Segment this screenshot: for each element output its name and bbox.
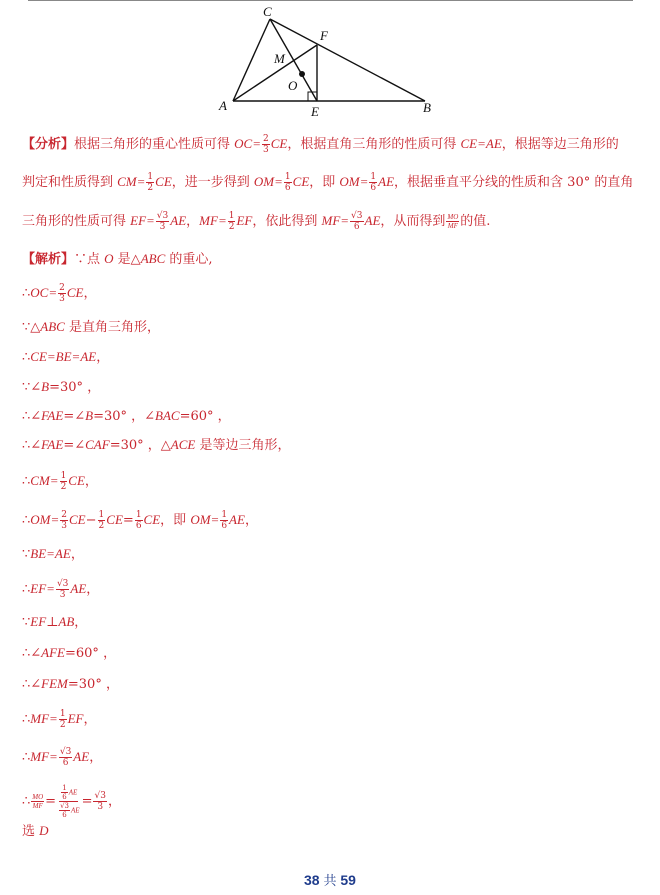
- analysis-line-2: 判定和性质得到 CM= $\frac{1}{2}$ CE，进一步得到 OM= $\frac{1}{6}$ CE，即 OM= $\frac{1}{6}$ AE，根据垂直平分线的性质和含 30° 的直角: [22, 172, 634, 193]
- solution-line-10: ∵BE=AE，: [22, 546, 84, 562]
- top-rule: [28, 0, 633, 1]
- label-O: O: [288, 78, 298, 93]
- fraction: $\frac{1}{2}$: [98, 510, 105, 531]
- fraction: $\frac{1}{6}$: [135, 510, 142, 531]
- page-number: 38: [304, 872, 320, 888]
- page-footer: [0, 870, 660, 889]
- solution-line-17: ∴ $\frac{MO}{MF}$ = $\frac{1}{6}$ AE $\frac{√3}{6}$ AE = $\frac{√3}{3}$ ，: [22, 784, 121, 819]
- page-separator: 共: [323, 874, 337, 889]
- centroid-point: [299, 71, 305, 77]
- solution-line-9: ∴OM= $\frac{2}{3}$ CE− $\frac{1}{2}$ CE= $\frac{1}{6}$ CE，即 OM= $\frac{1}{6}$ AE，: [22, 510, 258, 531]
- solution-line-13: ∴∠AFE=60° ，: [22, 645, 117, 661]
- fraction: $\frac{√3}{3}$: [156, 211, 169, 232]
- answer-choice: 选 D: [22, 823, 49, 839]
- fraction: $\frac{1}{6}$: [221, 510, 228, 531]
- solution-line-16: ∴MF= $\frac{√3}{6}$ AE，: [22, 747, 103, 768]
- solution-line-1: 【解析】∵点 O 是△ABC 的重心,: [22, 251, 213, 267]
- solution-tag: 【解析】: [22, 252, 75, 267]
- solution-line-6: ∴∠FAE=∠B=30° ，∠BAC=60° ，: [22, 408, 231, 424]
- fraction: $\frac{MO}{MF}$: [447, 213, 459, 230]
- compound-fraction: $\frac{1}{6}$ AE $\frac{√3}{6}$ AE: [60, 784, 80, 819]
- geometry-figure: [210, 4, 446, 120]
- solution-line-8: ∴CM= $\frac{1}{2}$ CE，: [22, 471, 98, 492]
- analysis-line-1: 【分析】根据三角形的重心性质可得 OC= $\frac{2}{3}$ CE，根据直角三角形的性质可得 CE=AE，根据等边三角形的: [22, 134, 619, 155]
- label-B: B: [423, 100, 431, 115]
- solution-line-7: ∴∠FAE=∠CAF=30° ，△ACE 是等边三角形，: [22, 437, 291, 453]
- solution-line-12: ∵EF⊥AB，: [22, 614, 88, 630]
- fraction: $\frac{2}{3}$: [61, 510, 68, 531]
- solution-line-2: ∴OC= $\frac{2}{3}$ CE，: [22, 283, 97, 304]
- label-C: C: [263, 4, 272, 19]
- label-E: E: [311, 104, 319, 119]
- label-A: A: [219, 98, 227, 113]
- label-M: M: [274, 51, 285, 66]
- solution-line-4: ∴CE=BE=AE，: [22, 349, 110, 365]
- fraction: $\frac{1}{2}$: [60, 471, 67, 492]
- fraction: $\frac{1}{2}$: [147, 172, 154, 193]
- solution-line-5: ∵∠B=30° ，: [22, 379, 101, 395]
- solution-line-14: ∴∠FEM=30° ，: [22, 676, 119, 692]
- fraction: $\frac{√3}{3}$: [56, 579, 69, 600]
- fraction: $\frac{√3}{3}$: [94, 791, 106, 812]
- solution-line-11: ∴EF= $\frac{√3}{3}$ AE，: [22, 579, 100, 600]
- fraction: $\frac{MO}{MF}$: [32, 793, 44, 810]
- analysis-line-3: 三角形的性质可得 EF= $\frac{√3}{3}$ AE，MF= $\frac{1}{2}$ EF，依此得到 MF= $\frac{√3}{6}$ AE，从而得到 $\frac{MO}{MF}$ 的值.: [22, 211, 491, 232]
- fraction: $\frac{1}{6}$: [370, 172, 377, 193]
- page-total: 59: [340, 872, 356, 888]
- analysis-tag: 【分析】: [22, 137, 75, 152]
- label-F: F: [320, 28, 328, 43]
- fraction: $\frac{2}{3}$: [263, 134, 269, 155]
- fraction: $\frac{√3}{6}$: [351, 211, 363, 232]
- fraction: $\frac{1}{6}$: [284, 172, 291, 193]
- fraction: $\frac{1}{2}$: [228, 211, 235, 232]
- fraction: $\frac{√3}{6}$: [59, 747, 72, 768]
- fraction: $\frac{2}{3}$: [59, 283, 65, 304]
- solution-line-15: ∴MF= $\frac{1}{2}$ EF，: [22, 709, 97, 730]
- fraction: $\frac{1}{2}$: [59, 709, 66, 730]
- solution-line-3: ∵△ABC 是直角三角形，: [22, 319, 160, 335]
